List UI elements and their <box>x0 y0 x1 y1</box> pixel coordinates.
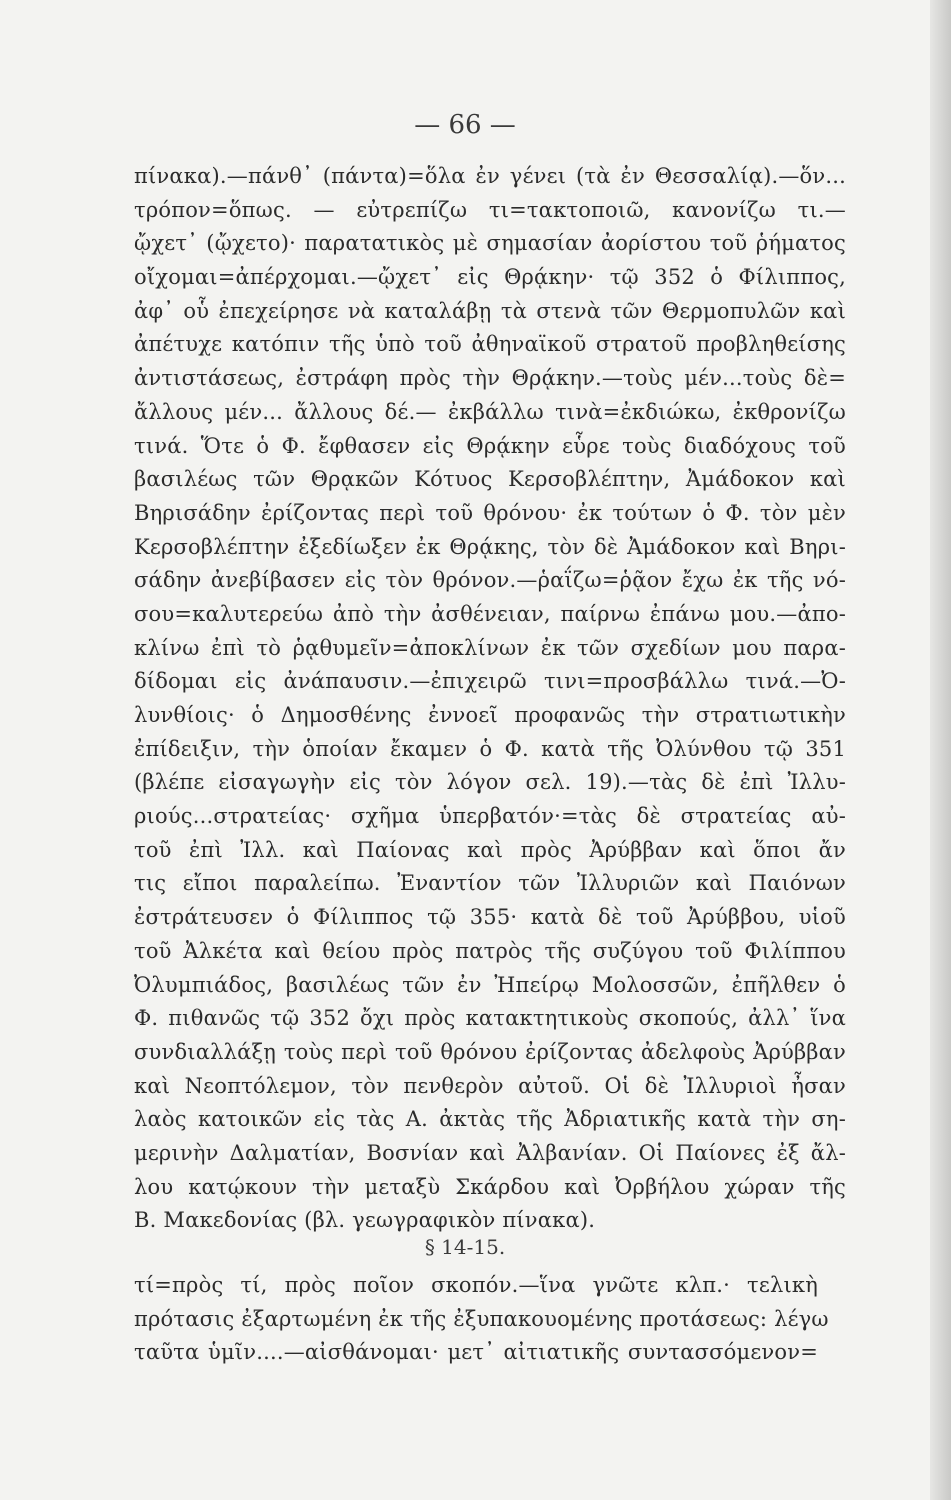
text-line: τρόπον=ὅπως. — εὐτρεπίζω τι=τακτοποιῶ, κανονίζω τι.— <box>134 197 846 222</box>
text-line: λυνθίοις· ὁ Δημοσθένης ἐννοεῖ προφανῶς τὴν στρατιωτικὴν <box>134 703 846 727</box>
section-heading: § 14-15. <box>424 1235 506 1259</box>
text-line: οἴχομαι=ἀπέρχομαι.—ᾤχετ᾽ εἰς Θρᾴκην· τῷ 352 ὁ Φίλιππος, <box>134 265 846 290</box>
text-line: βασιλέως τῶν Θρᾳκῶν Κότυος Κερσοβλέπτην, Ἀμάδοκον καὶ <box>134 467 846 492</box>
text-line: ταῦτα ὑμῖν....—αἰσθάνομαι· μετ᾽ αἰτιατικῆς συντασσόμενον= <box>134 1340 818 1365</box>
text-line: μερινὴν Δαλματίαν, Βοσνίαν καὶ Ἀλβανίαν. Οἱ Παίονες ἐξ ἄλ- <box>134 1140 846 1165</box>
text-line: λαὸς κατοικῶν εἰς τὰς Α. ἀκτὰς τῆς Ἀδριατικῆς κατὰ τὴν ση- <box>134 1107 846 1132</box>
text-line: Φ. πιθανῶς τῷ 352 ὄχι πρὸς κατακτητικοὺς σκοπούς, ἀλλ᾽ ἵνα <box>134 1006 846 1031</box>
page-edge <box>930 0 951 1500</box>
text-line: ἐστράτευσεν ὁ Φίλιππος τῷ 355· κατὰ δὲ τοῦ Ἀρύββου, υἱοῦ <box>134 905 846 930</box>
text-line: Βηρισάδην ἐρίζοντας περὶ τοῦ θρόνου· ἐκ τούτων ὁ Φ. τὸν μὲν <box>134 500 846 525</box>
text-line: δίδομαι εἰς ἀνάπαυσιν.—ἐπιχειρῶ τινι=προσβάλλω τινά.—Ὀ- <box>134 669 846 694</box>
text-line: κλίνω ἐπὶ τὸ ῥᾳθυμεῖν=ἀποκλίνων ἐκ τῶν σχεδίων μου παρα- <box>134 635 846 660</box>
commentary-paragraph-2 <box>134 1269 829 1370</box>
commentary-paragraph-1 <box>134 160 846 1238</box>
text-line: ἀπέτυχε κατόπιν τῆς ὑπὸ τοῦ ἀθηναϊκοῦ στρατοῦ προβληθείσης <box>134 332 846 357</box>
page-number: — 66 — <box>414 110 516 140</box>
text-line: ἐπίδειξιν, τὴν ὁποίαν ἔκαμεν ὁ Φ. κατὰ τῆς Ὀλύνθου τῷ 351 <box>134 736 846 761</box>
text-line: ἄλλους μέν... ἄλλους δέ.— ἐκβάλλω τινὰ=ἐκδιώκω, ἐκθρονίζω <box>134 399 846 424</box>
text-line: ᾤχετ᾽ (ᾤχετο)· παρατατικὸς μὲ σημασίαν ἀορίστου τοῦ ῥήματος <box>134 231 846 256</box>
text-line: (βλέπε εἰσαγωγὴν εἰς τὸν λόγον σελ. 19).—τὰς δὲ ἐπὶ Ἰλλυ- <box>134 770 846 795</box>
text-line: τοῦ ἐπὶ Ἰλλ. καὶ Παίονας καὶ πρὸς Ἀρύββαν καὶ ὅποι ἄν <box>134 837 846 862</box>
text-line: τις εἴποι παραλείπω. Ἐναντίον τῶν Ἰλλυριῶν καὶ Παιόνων <box>134 871 846 896</box>
text-line: πρότασις ἐξαρτωμένη ἐκ τῆς ἐξυπακουομένης προτάσεως: λέγω <box>134 1306 829 1331</box>
text-line: τί=πρὸς τί, πρὸς ποῖον σκοπόν.—ἵνα γνῶτε κλπ.· τελικὴ <box>134 1273 818 1297</box>
text-line: πίνακα).—πάνθ᾽ (πάντα)=ὅλα ἐν γένει (τὰ ἐν Θεσσαλίᾳ).—ὅν... <box>134 164 846 188</box>
text-line: Ὀλυμπιάδος, βασιλέως τῶν ἐν Ἠπείρῳ Μολοσσῶν, ἐπῆλθεν ὁ <box>134 972 846 997</box>
text-line: τοῦ Ἀλκέτα καὶ θείου πρὸς πατρὸς τῆς συζύγου τοῦ Φιλίππου <box>134 938 846 963</box>
text-line: καὶ Νεοπτόλεμον, τὸν πενθερὸν αὐτοῦ. Οἱ δὲ Ἰλλυριοὶ ἦσαν <box>134 1073 846 1098</box>
text-line: ἀφ᾽ οὗ ἐπεχείρησε νὰ καταλάβῃ τὰ στενὰ τῶν Θερμοπυλῶν καὶ <box>134 298 846 323</box>
text-line: συνδιαλλάξῃ τοὺς περὶ τοῦ θρόνου ἐρίζοντας ἀδελφοὺς Ἀρύββαν <box>134 1039 846 1064</box>
text-line: σάδην ἀνεβίβασεν εἰς τὸν θρόνον.—ῥαΐζω=ῥᾷον ἔχω ἐκ τῆς νό- <box>134 568 846 593</box>
text-line: Κερσοβλέπτην ἐξεδίωξεν ἐκ Θρᾴκης, τὸν δὲ Ἀμάδοκον καὶ Βηρι- <box>134 534 846 559</box>
text-line: ἀντιστάσεως, ἐστράφη πρὸς τὴν Θρᾴκην.—τοὺς μέν...τοὺς δὲ= <box>134 366 846 391</box>
text-line: λου κατῴκουν τὴν μεταξὺ Σκάρδου καὶ Ὀρβήλου χώραν τῆς <box>134 1174 846 1199</box>
text-line: σου=καλυτερεύω ἀπὸ τὴν ἀσθένειαν, παίρνω ἐπάνω μου.—ἀπο- <box>134 601 846 626</box>
text-line: ριούς...στρατείας· σχῆμα ὑπερβατόν·=τὰς δὲ στρατείας αὐ- <box>134 804 846 829</box>
text-line: τινά. Ὅτε ὁ Φ. ἔφθασεν εἰς Θρᾴκην εὗρε τοὺς διαδόχους τοῦ <box>134 433 846 458</box>
text-line: Β. Μακεδονίας (βλ. γεωγραφικὸν πίνακα). <box>134 1208 596 1233</box>
